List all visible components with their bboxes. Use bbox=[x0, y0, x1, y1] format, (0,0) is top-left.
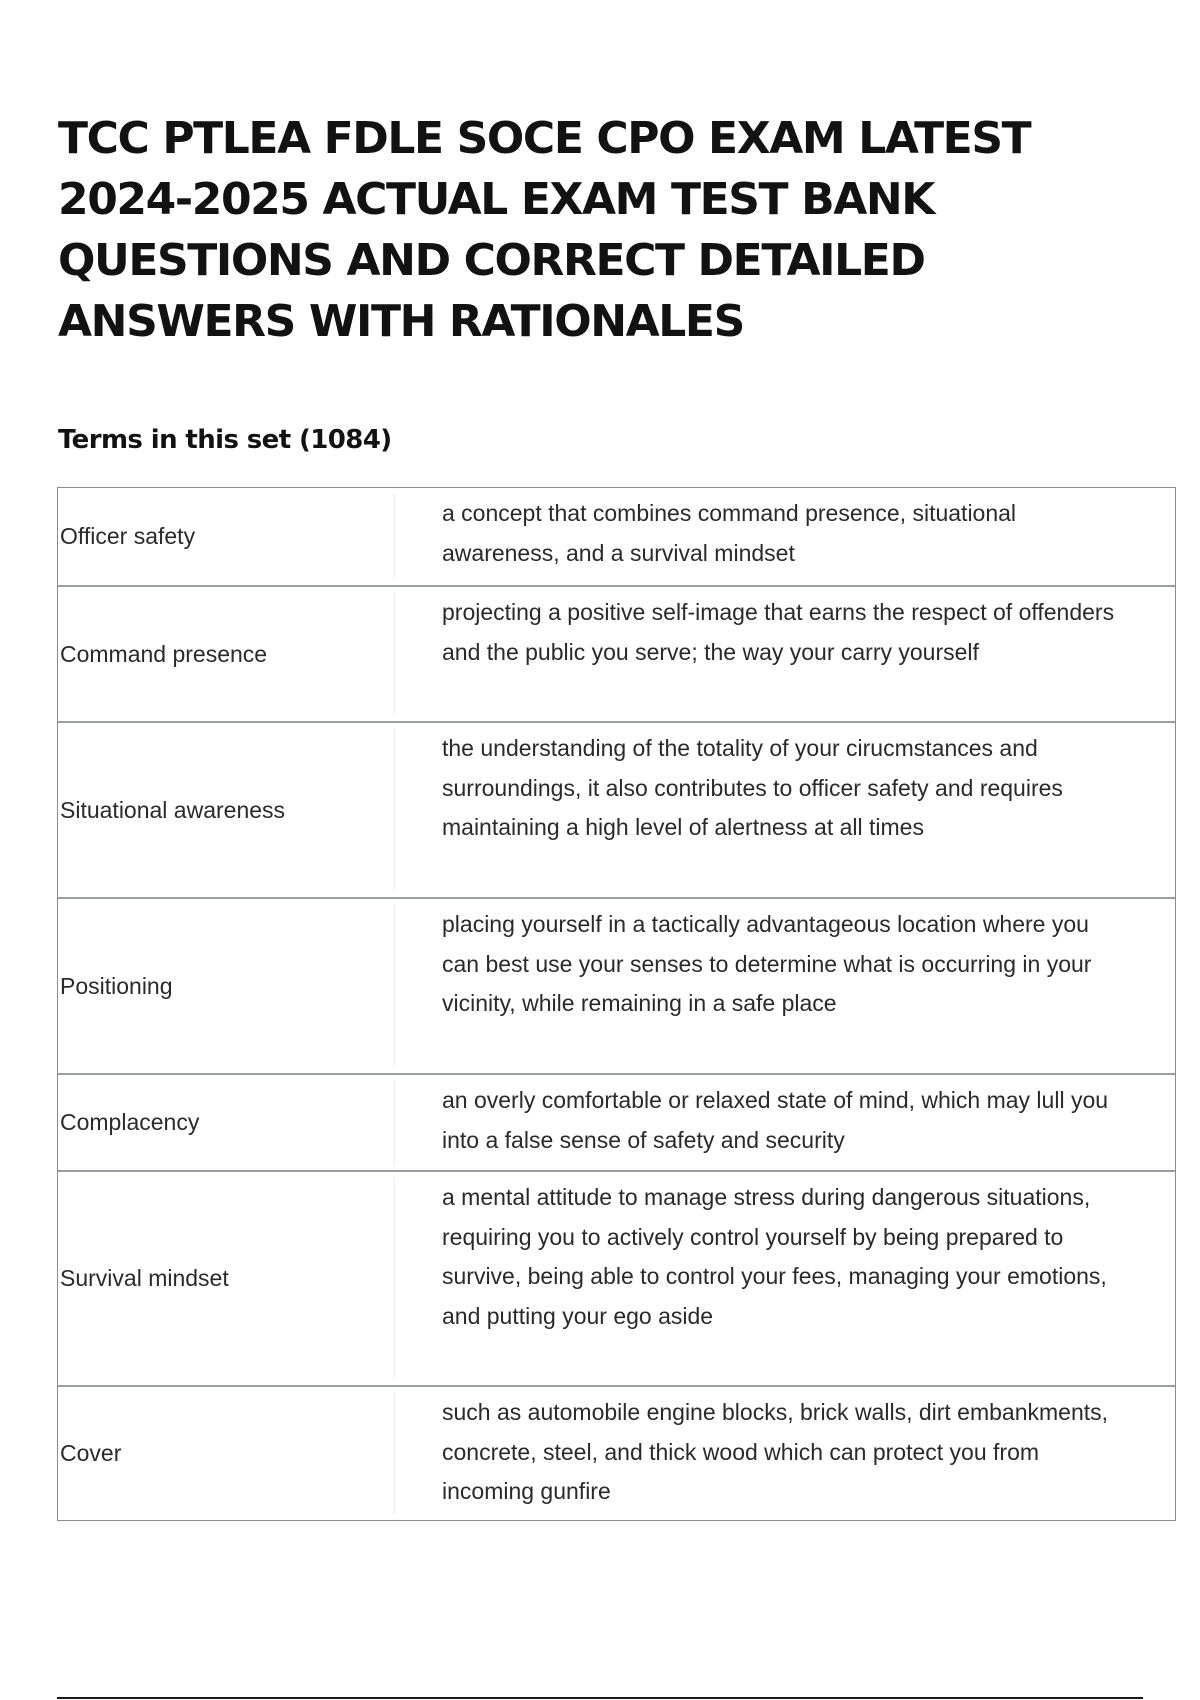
terms-set-heading: Terms in this set (1084) bbox=[58, 425, 392, 455]
document-title: TCC PTLEA FDLE SOCE CPO EXAM LATEST 2024-2025 ACTUAL EXAM TEST BANK QUESTIONS AND CORRECT DETAILED ANSWERS WITH RATIONALES bbox=[58, 113, 1031, 347]
term-label: Officer safety bbox=[60, 523, 196, 549]
term-label: Complacency bbox=[60, 1109, 200, 1135]
term-definition: placing yourself in a tactically advantageous location where you can best use your senses to determine what is occurring in your vicinity, while remaining in a safe place bbox=[442, 911, 1092, 1016]
term-row bbox=[58, 488, 1175, 585]
term-definition: an overly comfortable or relaxed state of mind, which may lull you into a false sense of safety and security bbox=[442, 1087, 1109, 1153]
term-row bbox=[58, 721, 1175, 897]
term-row bbox=[58, 1073, 1175, 1170]
term-label: Survival mindset bbox=[60, 1265, 229, 1291]
term-row bbox=[58, 585, 1175, 721]
footer-rule bbox=[57, 1697, 1143, 1699]
term-label: Situational awareness bbox=[60, 796, 286, 823]
term-definition: such as automobile engine blocks, brick walls, dirt embankments, concrete, steel, and thick wood which can protect you from incoming gunfire bbox=[442, 1399, 1109, 1504]
term-row bbox=[58, 1170, 1175, 1385]
term-row bbox=[58, 897, 1175, 1073]
term-label: Cover bbox=[60, 1440, 122, 1466]
term-definition: the understanding of the totality of your cirucmstances and surroundings, it also contributes to officer safety and requires maintaining a high level of alertness at all times bbox=[442, 735, 1063, 840]
term-definition: a concept that combines command presence, situational awareness, and a survival mindset bbox=[442, 500, 1017, 566]
term-row bbox=[58, 1385, 1175, 1520]
term-definition: projecting a positive self-image that earns the respect of offenders and the public you serve; the way your carry yourself bbox=[442, 599, 1115, 665]
term-label: Command presence bbox=[60, 640, 268, 667]
term-label: Positioning bbox=[60, 972, 173, 999]
terms-table bbox=[57, 487, 1176, 1521]
term-definition: a mental attitude to manage stress during dangerous situations, requiring you to actively control yourself by being prepared to survive, being able to control your fees, managing your emotions, and putting your ego aside bbox=[442, 1184, 1107, 1329]
